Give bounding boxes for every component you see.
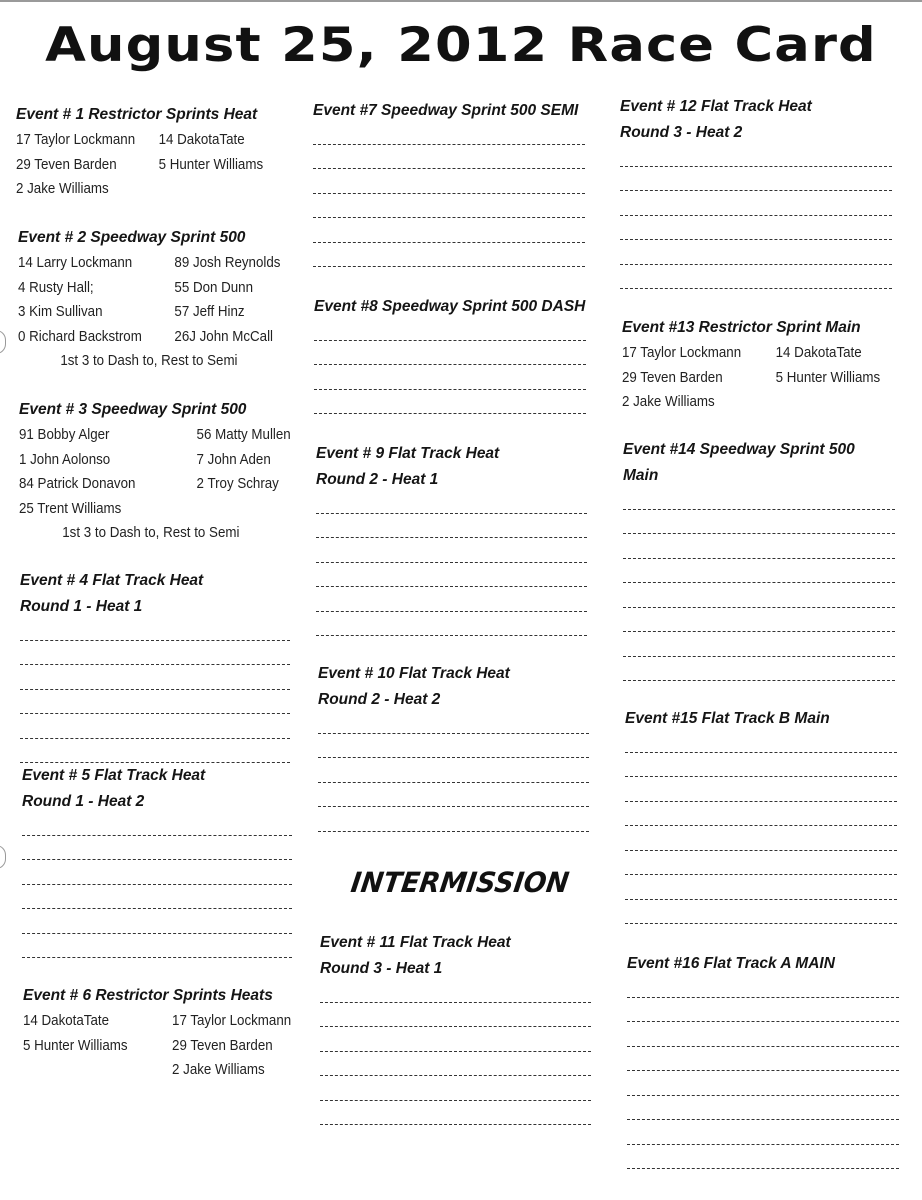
entry-line: [625, 851, 897, 876]
event-6: [23, 983, 308, 1083]
entry: 14 DakotaTate: [23, 1013, 110, 1029]
entry-line: [623, 510, 895, 535]
event-title: Event #7 Speedway Sprint 500 SEMI: [313, 102, 579, 119]
event-16: [627, 951, 899, 1169]
event-title: Event # 2 Speedway Sprint 500: [18, 229, 246, 246]
event-12: [620, 94, 892, 289]
entry-row: [16, 177, 278, 202]
event-title: Event # 3 Speedway Sprint 500: [19, 401, 247, 418]
entry-line: [627, 1096, 899, 1121]
entry: 84 Patrick Donavon: [19, 476, 136, 492]
entry-line: [316, 514, 587, 539]
event-title: Event #16 Flat Track A MAIN: [627, 955, 835, 972]
entry-row: [18, 300, 280, 325]
event-subtitle: Round 3 - Heat 2: [620, 124, 743, 141]
entry-row: [622, 341, 889, 366]
entry-line: [627, 1022, 899, 1047]
entry-line: [22, 934, 292, 959]
entry-line: [625, 753, 897, 778]
entry-line: [316, 587, 587, 612]
entry: 2 Jake Williams: [622, 394, 715, 410]
entry-line: [22, 836, 292, 861]
entry: 89 Josh Reynolds: [174, 255, 281, 271]
event-subtitle: Round 1 - Heat 1: [20, 598, 143, 615]
entry: 14 DakotaTate: [158, 132, 245, 148]
event-title: Event #13 Restrictor Sprint Main: [622, 319, 861, 336]
event-8: [314, 294, 586, 414]
event-5: [22, 763, 292, 958]
event-11: [320, 930, 591, 1125]
entry-row: [16, 153, 278, 178]
entry: 29 Teven Barden: [172, 1037, 273, 1054]
entry: 1 John Aolonso: [19, 451, 111, 468]
entry-line: [316, 538, 587, 563]
entry: 29 Teven Barden: [16, 156, 117, 173]
entry: 26J John McCall: [174, 328, 274, 345]
intermission-label: INTERMISSION: [348, 866, 572, 899]
entry-line: [318, 758, 589, 783]
entry: 5 Hunter Williams: [158, 156, 264, 173]
event-note: 1st 3 to Dash to, Rest to Semi: [62, 525, 240, 541]
entry-line: [313, 243, 585, 268]
entry-line: [627, 1145, 899, 1170]
entry-line: [318, 807, 589, 832]
entry-line: [314, 390, 586, 415]
entry-line: [22, 885, 292, 910]
event-4: [20, 568, 290, 763]
entry: 17 Taylor Lockmann: [16, 132, 136, 148]
entry-row: [622, 366, 889, 391]
entry-row: [18, 251, 280, 276]
entry-row: [622, 390, 889, 415]
entry: 2 Jake Williams: [172, 1062, 265, 1078]
entry-line: [623, 559, 895, 584]
entry: 5 Hunter Williams: [23, 1037, 128, 1054]
entry-line: [320, 1076, 591, 1101]
entry-row: [23, 1058, 285, 1083]
event-3: [19, 397, 304, 546]
event-title: Event #15 Flat Track B Main: [625, 710, 830, 727]
event-2: [18, 225, 303, 374]
entry-line: [620, 265, 892, 290]
event-title: Event # 10 Flat Track Heat: [318, 665, 510, 682]
event-9: [316, 441, 587, 636]
event-10: [318, 661, 589, 832]
entry-line: [313, 218, 585, 243]
entry: 29 Teven Barden: [622, 369, 723, 386]
entry: 17 Taylor Lockmann: [622, 345, 742, 361]
entry-line: [320, 1052, 591, 1077]
entry-line: [623, 608, 895, 633]
event-title: Event # 12 Flat Track Heat: [620, 98, 812, 115]
entry-row: [23, 1034, 285, 1059]
event-1: [16, 102, 301, 202]
entry-line: [314, 365, 586, 390]
entry-line: [320, 1027, 591, 1052]
event-title: Event # 11 Flat Track Heat: [320, 934, 511, 951]
entry-line: [22, 909, 292, 934]
entry: 91 Bobby Alger: [19, 427, 110, 443]
entry-line: [320, 1003, 591, 1028]
entry-row: [19, 497, 281, 522]
event-title: Event #8 Speedway Sprint 500 DASH: [314, 298, 586, 315]
event-7: [313, 98, 585, 267]
entry: 2 Jake Williams: [16, 181, 109, 197]
entry-line: [318, 734, 589, 759]
event-subtitle: Main: [623, 467, 659, 484]
entry-line: [20, 739, 290, 764]
scan-edge: [0, 0, 922, 2]
entry-line: [22, 860, 292, 885]
entry-row: [18, 276, 280, 301]
entry-line: [20, 690, 290, 715]
event-subtitle: Round 3 - Heat 1: [320, 960, 443, 977]
entry: 5 Hunter Williams: [775, 369, 881, 386]
entry-line: [313, 169, 585, 194]
event-title: Event # 6 Restrictor Sprints Heats: [23, 987, 273, 1004]
event-subtitle: Round 1 - Heat 2: [22, 793, 145, 810]
entry: 17 Taylor Lockmann: [172, 1013, 292, 1029]
event-title: Event # 5 Flat Track Heat: [22, 767, 206, 784]
entry: 0 Richard Backstrom: [18, 328, 142, 345]
entry: 14 Larry Lockmann: [18, 255, 133, 271]
entry-line: [620, 167, 892, 192]
entry-line: [627, 1120, 899, 1145]
entry-row: [19, 472, 281, 497]
entry-line: [623, 534, 895, 559]
binder-hole-mark: [0, 330, 6, 354]
entry-line: [625, 875, 897, 900]
entry-line: [625, 900, 897, 925]
event-title: Event # 1 Restrictor Sprints Heat: [16, 106, 258, 123]
entry-line: [625, 826, 897, 851]
entry: 3 Kim Sullivan: [18, 304, 103, 320]
entry-line: [313, 145, 585, 170]
entry: 14 DakotaTate: [775, 345, 862, 361]
entry-line: [620, 216, 892, 241]
entry: 57 Jeff Hinz: [174, 304, 245, 320]
event-note: 1st 3 to Dash to, Rest to Semi: [60, 353, 238, 369]
entry-line: [313, 194, 585, 219]
entry-line: [620, 191, 892, 216]
entry-line: [623, 657, 895, 682]
entry: 56 Matty Mullen: [196, 427, 291, 443]
entry-line: [316, 563, 587, 588]
entry-line: [627, 1047, 899, 1072]
entry-line: [627, 1071, 899, 1096]
page-title: August 25, 2012 Race Card: [45, 18, 877, 73]
entry-line: [623, 583, 895, 608]
event-title: Event #14 Speedway Sprint 500: [623, 441, 855, 458]
entry-row: [16, 128, 278, 153]
entry: 7 John Aden: [196, 451, 271, 468]
entry-line: [623, 632, 895, 657]
event-13: [622, 315, 912, 415]
entry-line: [320, 1101, 591, 1126]
binder-hole-mark: [0, 845, 6, 869]
entry: 55 Don Dunn: [174, 279, 254, 296]
event-15: [625, 706, 897, 924]
entry: 25 Trent Williams: [19, 500, 122, 517]
entry-line: [20, 714, 290, 739]
entry-line: [623, 485, 895, 510]
event-title: Event # 9 Flat Track Heat: [316, 445, 500, 462]
entry-line: [316, 612, 587, 637]
event-14: [623, 437, 895, 681]
entry-line: [625, 802, 897, 827]
event-title: Event # 4 Flat Track Heat: [20, 572, 204, 589]
entry-line: [620, 240, 892, 265]
entry-line: [20, 665, 290, 690]
entry-line: [625, 777, 897, 802]
event-subtitle: Round 2 - Heat 2: [318, 691, 441, 708]
entry: 4 Rusty Hall;: [18, 279, 94, 296]
entry: 2 Troy Schray: [196, 476, 279, 492]
entry-row: [19, 423, 291, 448]
entry-line: [314, 341, 586, 366]
entry-row: [19, 448, 281, 473]
entry-line: [627, 998, 899, 1023]
entry-row: [18, 325, 280, 350]
entry-line: [20, 641, 290, 666]
entry-row: [23, 1009, 292, 1034]
event-subtitle: Round 2 - Heat 1: [316, 471, 439, 488]
entry-line: [318, 783, 589, 808]
